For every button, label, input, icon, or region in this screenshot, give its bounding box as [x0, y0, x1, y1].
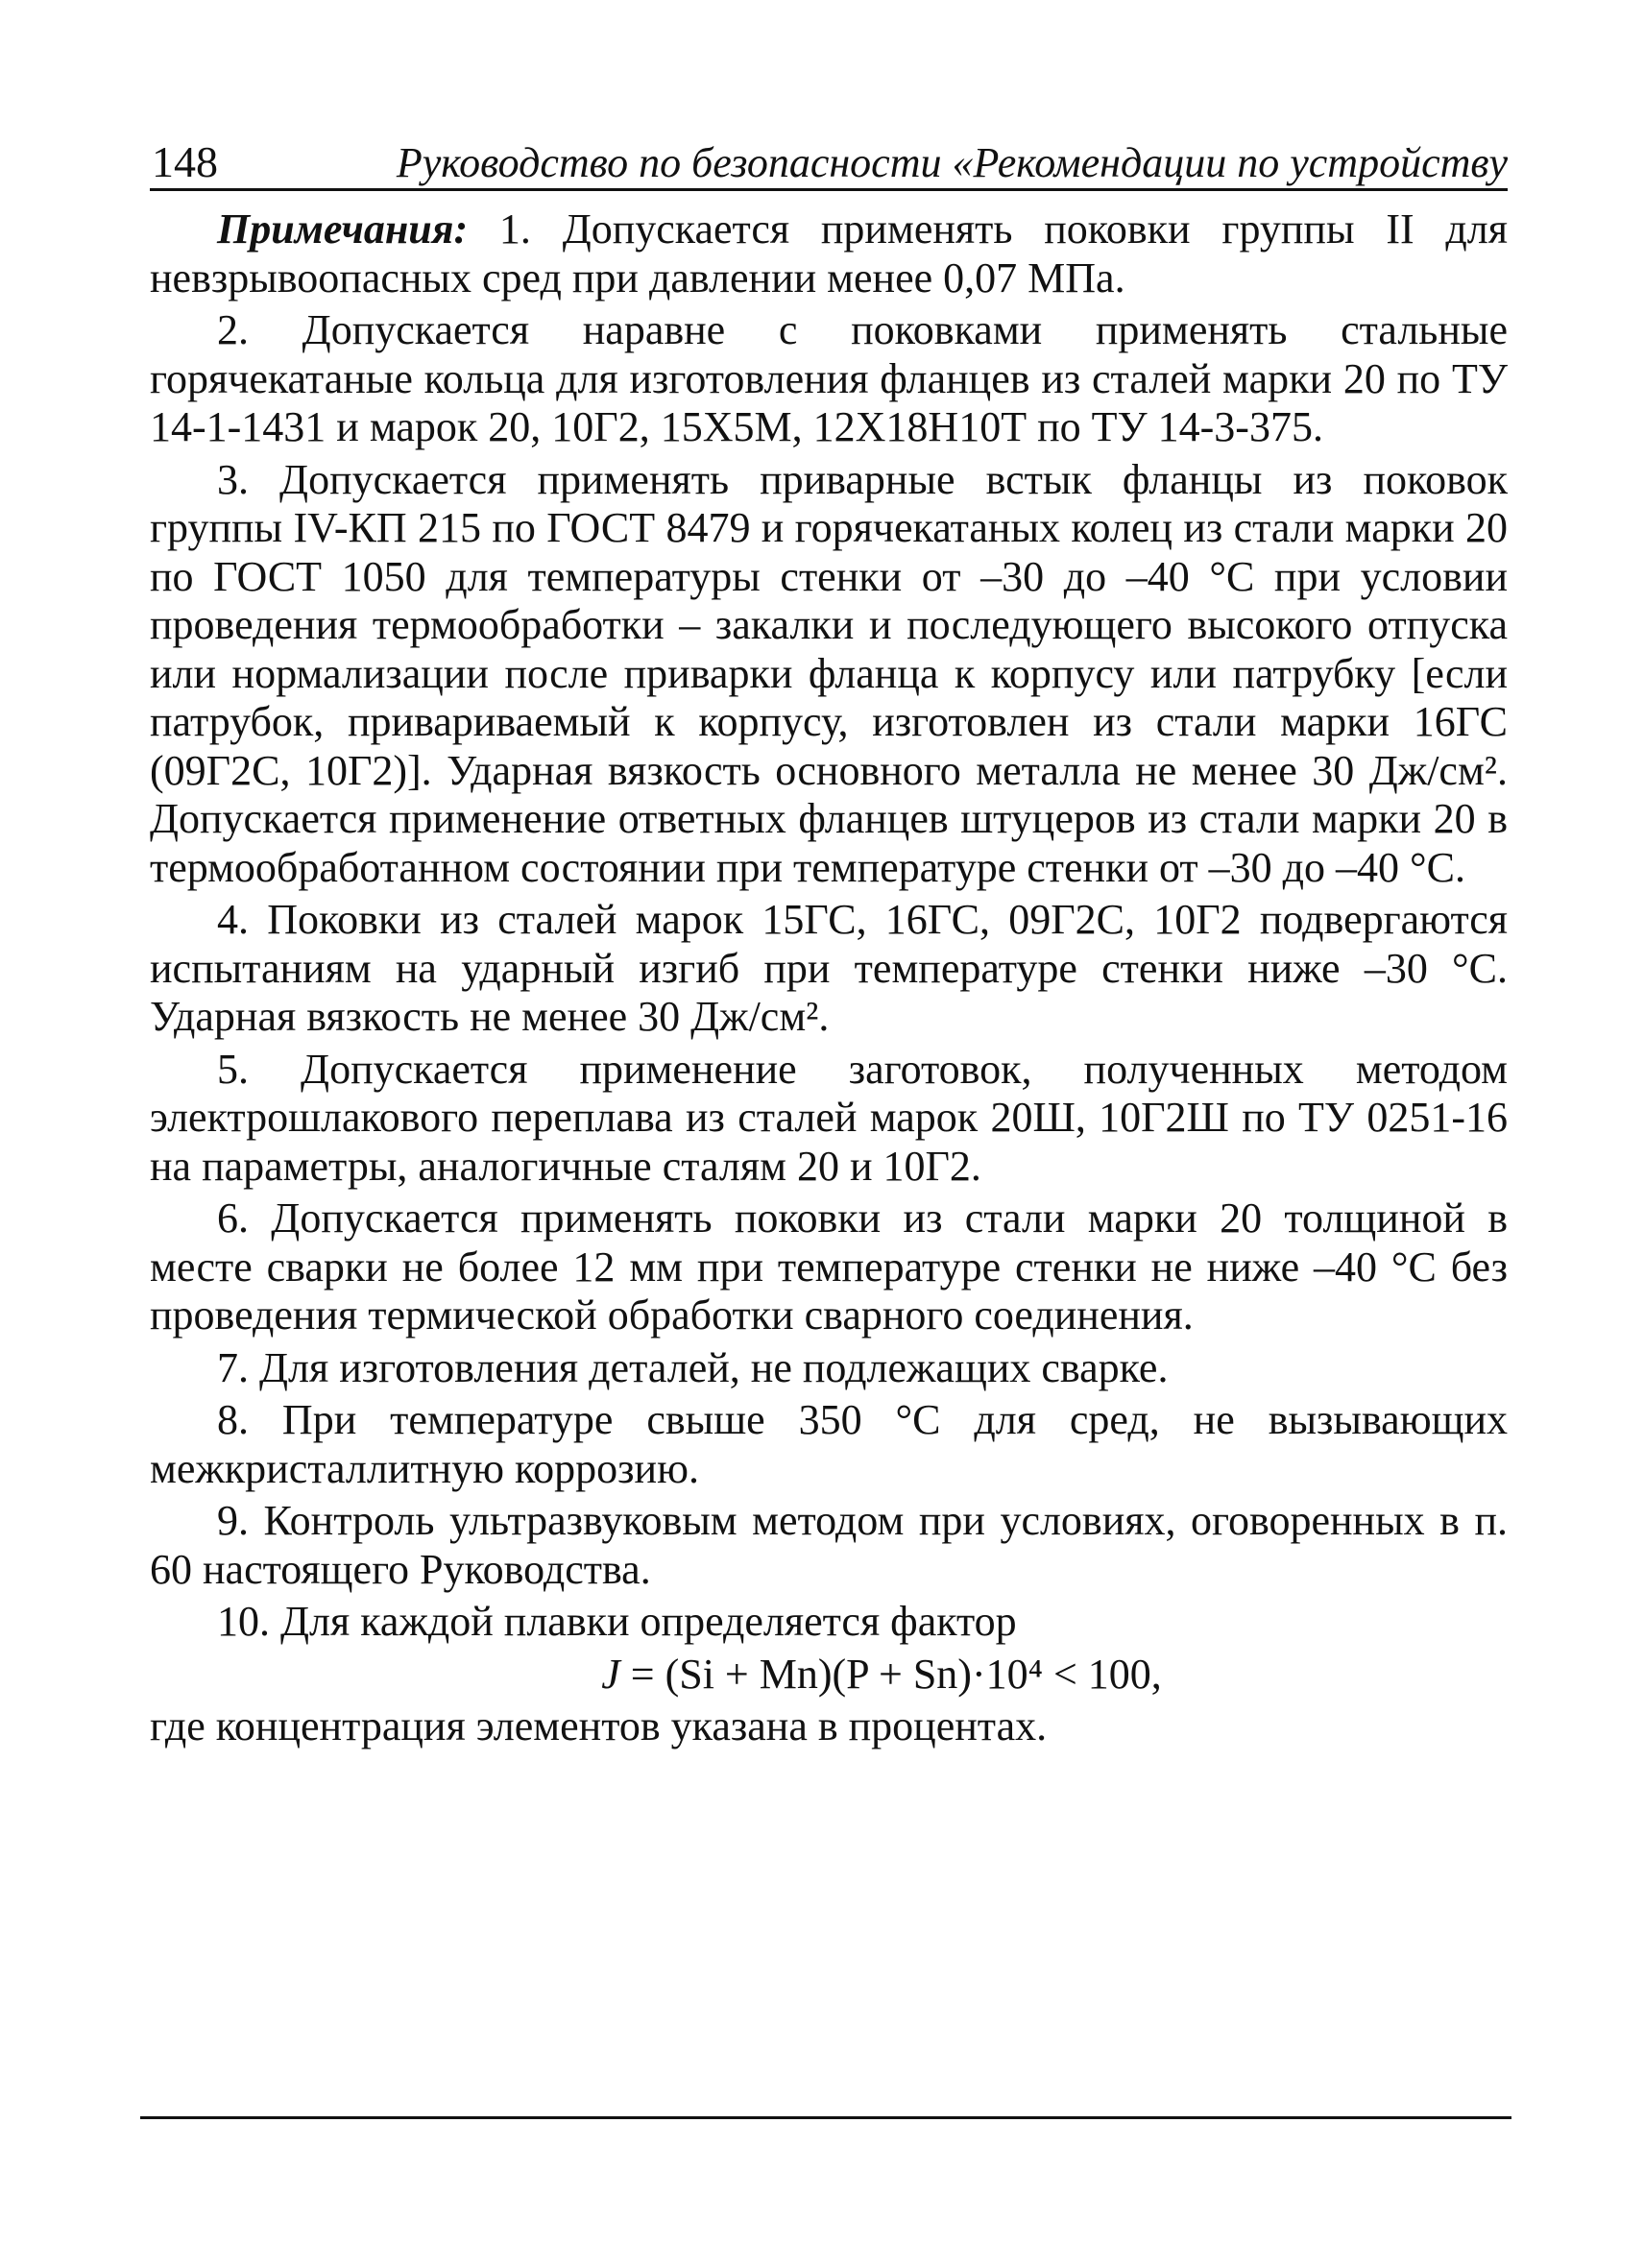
note-5: 5. Допускается применение заготовок, полученных методом электрошлакового переплава из сталей марок 20Ш, 10Г2Ш по ТУ 0251-16 на параметры, аналогичные сталям 20 и 10Г2.	[150, 1045, 1508, 1190]
note-4: 4. Поковки из сталей марок 15ГС, 16ГС, 09Г2С, 10Г2 подвергаются испытаниям на ударный изгиб при температуре стенки ниже –30 °С. Ударная вязкость не менее 30 Дж/см².	[150, 896, 1508, 1040]
note-1-text: 1. Допускается применять поковки группы II для невзрывоопасных сред при давлении менее 0,07 МПа.	[150, 205, 1508, 302]
note-10: 10. Для каждой плавки определяется фактор	[217, 1598, 1017, 1645]
bottom-rule	[140, 2116, 1511, 2119]
running-title: Руководство по безопасности «Рекомендации по устройству	[396, 139, 1508, 186]
note-7: 7. Для изготовления деталей, не подлежащих сварке.	[217, 1343, 1169, 1391]
page-header	[150, 138, 1508, 191]
note-9: 9. Контроль ультразвуковым методом при условиях, оговоренных в п. 60 настоящего Руководства.	[150, 1497, 1508, 1593]
note-6: 6. Допускается применять поковки из стали марки 20 толщиной в месте сварки не более 12 мм при температуре стенки не ниже –40 °С без проведения термической обработки сварного соединения.	[150, 1194, 1508, 1339]
notes-section	[150, 205, 1508, 1755]
page-number: 148	[152, 137, 218, 186]
note-8: 8. При температуре свыше 350 °С для сред, не вызывающих межкристаллитную коррозию.	[150, 1396, 1508, 1492]
formula-expression: = (Si + Mn)(P + Sn)·10⁴ < 100,	[619, 1650, 1162, 1698]
formula-explanation: где концентрация элементов указана в процентах.	[150, 1702, 1048, 1749]
formula	[150, 1651, 1508, 1700]
note-1	[150, 205, 1508, 302]
note-2: 2. Допускается наравне с поковками применять стальные горячекатаные кольца для изготовления фланцев из сталей марки 20 по ТУ 14-1-1431 и марок 20, 10Г2, 15Х5М, 12Х18Н10Т по ТУ 14-3-375.	[150, 306, 1508, 450]
notes-label: Примечания:	[217, 205, 469, 253]
note-3: 3. Допускается применять приварные встык фланцы из поковок группы IV-КП 215 по ГОСТ 8479 и горячекатаных колец из стали марки 20 по ГОСТ 1050 для температуры стенки от –30 до –40 °С при условии проведения термообработки – закалки и последующего высокого отпуска или нормализации после приварки фланца к корпусу или патрубку [если патрубок, привариваемый к корпусу, изготовлен из стали марки 16ГС (09Г2С, 10Г2)]. Ударная вязкость основного металла не менее 30 Дж/см². Допускается применение ответных фланцев штуцеров из стали марки 20 в термообработанном состоянии при температуре стенки от –30 до –40 °С.	[150, 455, 1508, 891]
formula-variable: J	[601, 1650, 620, 1698]
